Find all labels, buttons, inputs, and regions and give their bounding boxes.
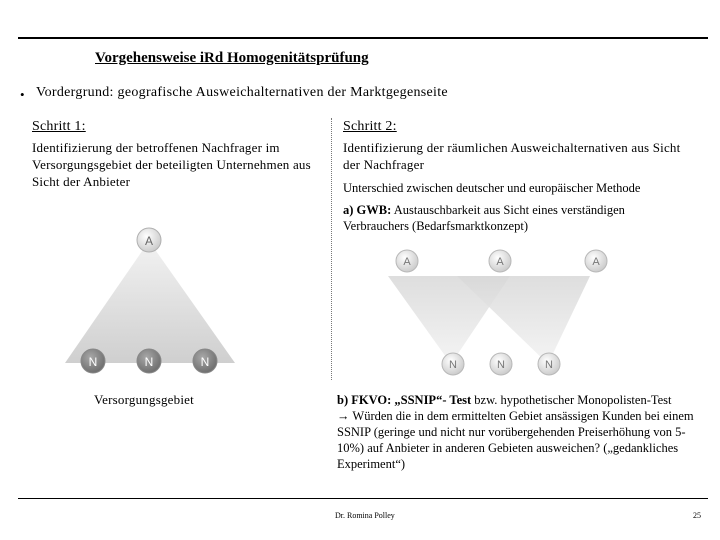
method-difference-text: Unterschied zwischen deutscher und europäischer Methode [343, 181, 641, 195]
bottom-node-n-2 [490, 353, 512, 375]
top-rule [18, 37, 708, 39]
gwb-text: Austauschbarkeit aus Sicht eines verständigen Verbrauchers (Bedarfsmarktkonzept) [343, 203, 625, 233]
bottom-node-n-3-label: N [545, 359, 553, 371]
top-node-a-3 [585, 250, 607, 272]
step2-title: Schritt 2: [343, 119, 397, 134]
fkvo-paragraph [337, 392, 699, 472]
node-n-3-label: N [200, 355, 210, 369]
step1-title: Schritt 1: [32, 119, 86, 134]
node-n-3 [193, 349, 217, 373]
alternatives-diagram [378, 240, 618, 380]
fkvo-text: bzw. hypothetischer Monopolisten-Test [471, 393, 672, 407]
node-n-2-label: N [144, 355, 154, 369]
step2-text: Identifizierung der räumlichen Ausweichalternativen aus Sicht der Nachfrager [343, 140, 681, 172]
column-divider [331, 118, 332, 380]
ssnip-test-label: „SSNIP“- Test [391, 393, 472, 407]
slide-subheading: Vordergrund: geografische Ausweichalternativen der Marktgegenseite [36, 85, 448, 100]
arrow-icon: → [337, 409, 350, 423]
footer-author: Dr. Romina Polley [335, 511, 395, 520]
slide-title: Vorgehensweise iRd Homogenitätsprüfung [95, 50, 369, 66]
node-n-1 [81, 349, 105, 373]
bottom-node-n-3 [538, 353, 560, 375]
gwb-paragraph [343, 202, 688, 234]
supply-area-diagram [60, 225, 260, 385]
supply-area-caption: Versorgungsgebiet [94, 392, 194, 407]
top-node-a-3-label: A [592, 256, 600, 268]
footer-rule [18, 498, 708, 499]
step1-text: Identifizierung der betroffenen Nachfrager im Versorgungsgebiet der beteiligten Unternehmen aus Sicht der Anbieter [32, 140, 311, 189]
gwb-label: a) GWB: [343, 203, 392, 217]
ssnip-question: Würden die in dem ermittelten Gebiet ansässigen Kunden bei einem SSNIP (geringe und nicht nur vorübergehenden Preiserhöhung von 5-10%) auf Anbieter in anderen Gebieten ausweichen? („gedankliches Experiment“) [337, 409, 694, 471]
top-node-a-2 [489, 250, 511, 272]
top-node-a-2-label: A [496, 256, 504, 268]
bottom-node-n-2-label: N [497, 359, 505, 371]
bottom-node-n-1-label: N [449, 359, 457, 371]
bullet-icon: • [20, 87, 25, 102]
node-n-1-label: N [88, 355, 98, 369]
node-n-2 [137, 349, 161, 373]
bottom-node-n-1 [442, 353, 464, 375]
node-a [137, 228, 161, 252]
node-a-label: A [144, 234, 154, 248]
fkvo-label: b) FKVO: [337, 393, 392, 407]
top-node-a-1 [396, 250, 418, 272]
footer-page-number: 25 [693, 511, 701, 520]
supply-triangle [65, 241, 235, 363]
top-node-a-1-label: A [403, 256, 411, 268]
